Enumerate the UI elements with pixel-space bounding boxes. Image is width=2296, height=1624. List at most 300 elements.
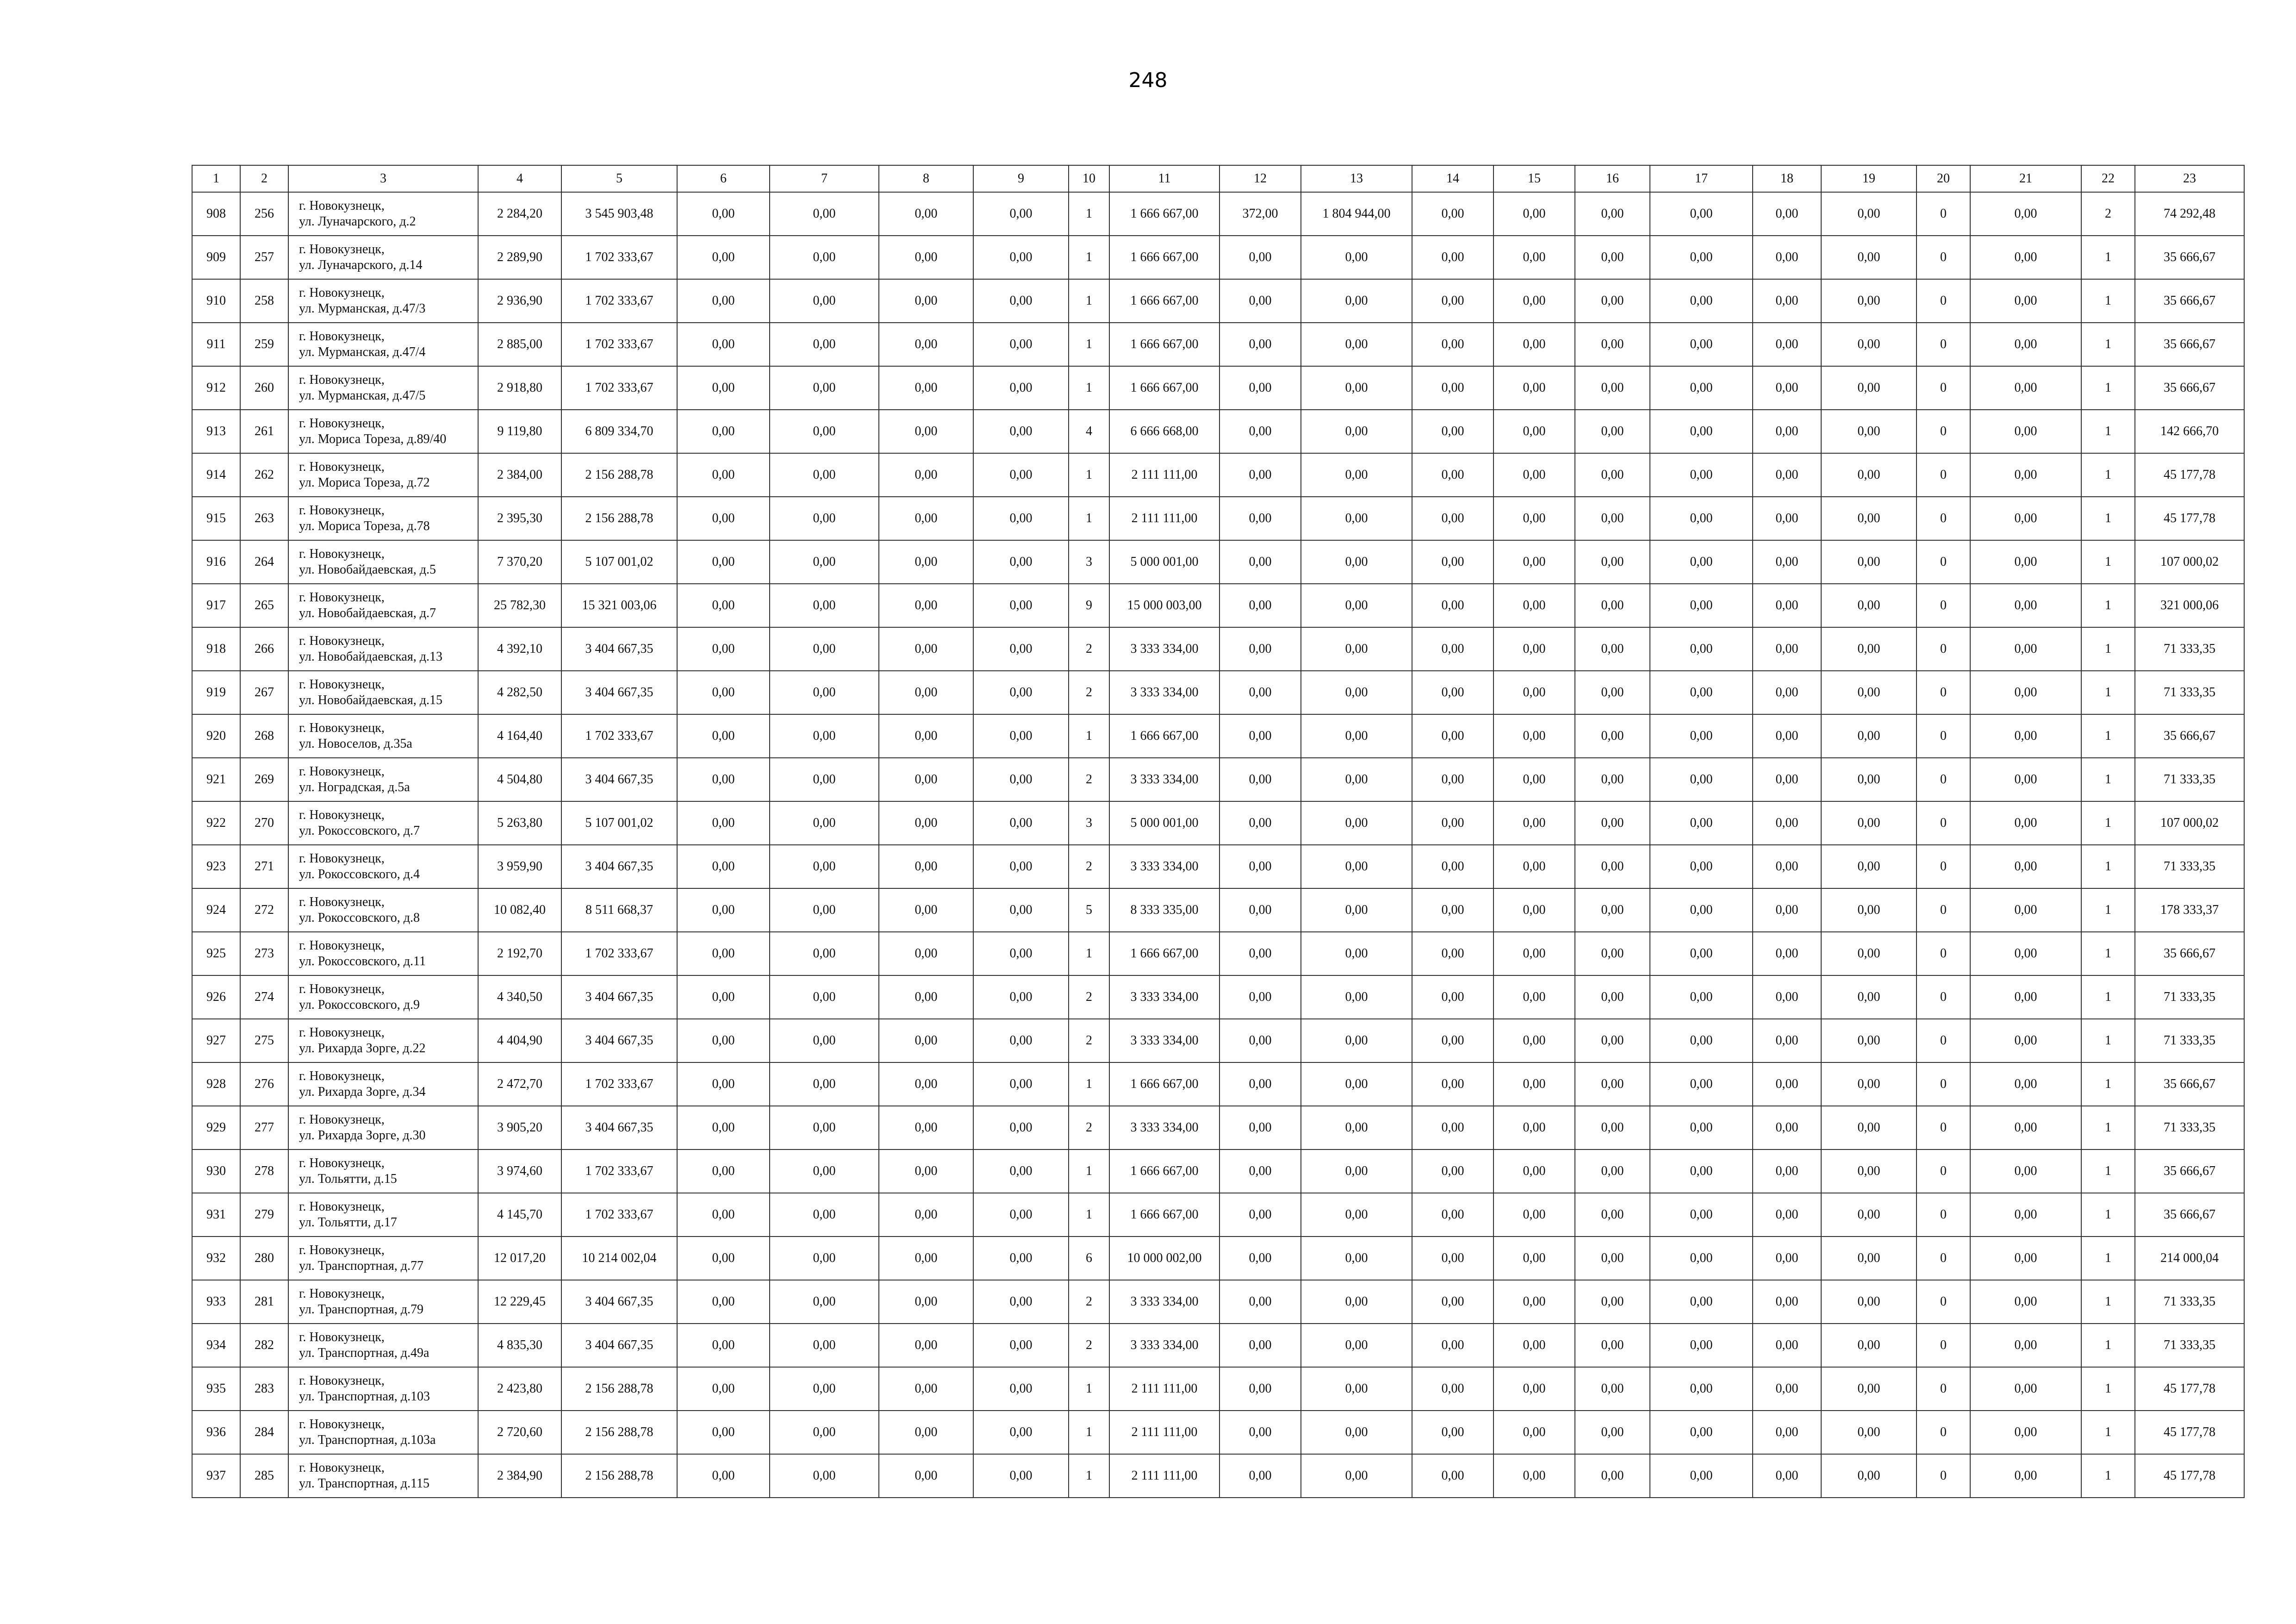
address-city: г. Новокузнецк, <box>299 1287 385 1301</box>
table-cell-c1: 937 <box>192 1454 240 1498</box>
address-street: ул. Мориса Тореза, д.78 <box>299 519 430 533</box>
table-cell-c16: 0,00 <box>1575 453 1650 497</box>
table-cell-c22: 1 <box>2081 1149 2135 1193</box>
address-city: г. Новокузнецк, <box>299 1330 385 1344</box>
address-street: ул. Новобайдаевская, д.5 <box>299 562 436 577</box>
address-cell <box>288 1280 478 1324</box>
address-city: г. Новокузнецк, <box>299 1156 385 1170</box>
table-cell-c1: 936 <box>192 1411 240 1454</box>
table-cell-c23: 35 666,67 <box>2135 366 2244 410</box>
table-cell-c12: 0,00 <box>1220 1367 1301 1411</box>
table-cell-c18: 0,00 <box>1753 1193 1821 1237</box>
table-cell-c23: 71 333,35 <box>2135 758 2244 801</box>
table-cell-c5: 1 702 333,67 <box>561 323 677 366</box>
table-cell-c21: 0,00 <box>1970 671 2081 714</box>
table-cell-c21: 0,00 <box>1970 932 2081 975</box>
table-row <box>192 540 2244 584</box>
table-cell-c22: 1 <box>2081 888 2135 932</box>
table-cell-c14: 0,00 <box>1412 671 1493 714</box>
address-city: г. Новокузнецк, <box>299 590 385 605</box>
table-cell-c12: 0,00 <box>1220 1324 1301 1367</box>
table-cell-c8: 0,00 <box>879 1019 973 1062</box>
table-cell-c19: 0,00 <box>1821 888 1916 932</box>
address-cell <box>288 366 478 410</box>
table-cell-c18: 0,00 <box>1753 366 1821 410</box>
table-cell-c15: 0,00 <box>1493 1149 1575 1193</box>
table-cell-c18: 0,00 <box>1753 1324 1821 1367</box>
table-cell-c23: 214 000,04 <box>2135 1237 2244 1280</box>
address-city: г. Новокузнецк, <box>299 286 385 300</box>
table-cell-c12: 0,00 <box>1220 366 1301 410</box>
table-cell-c5: 3 545 903,48 <box>561 192 677 236</box>
table-cell-c17: 0,00 <box>1650 497 1753 540</box>
table-cell-c21: 0,00 <box>1970 192 2081 236</box>
table-cell-c20: 0 <box>1916 279 1970 323</box>
table-cell-c6: 0,00 <box>677 1193 770 1237</box>
table-cell-c15: 0,00 <box>1493 845 1575 888</box>
table-cell-c23: 71 333,35 <box>2135 1280 2244 1324</box>
table-cell-c6: 0,00 <box>677 1454 770 1498</box>
table-cell-c8: 0,00 <box>879 1106 973 1149</box>
table-cell-c2: 267 <box>240 671 288 714</box>
table-cell-c20: 0 <box>1916 627 1970 671</box>
table-row <box>192 410 2244 453</box>
table-cell-c2: 259 <box>240 323 288 366</box>
table-cell-c23: 35 666,67 <box>2135 323 2244 366</box>
table-cell-c6: 0,00 <box>677 540 770 584</box>
table-cell-c10: 1 <box>1069 236 1109 279</box>
column-header: 18 <box>1753 165 1821 192</box>
address-cell <box>288 192 478 236</box>
table-cell-c14: 0,00 <box>1412 236 1493 279</box>
column-header: 21 <box>1970 165 2081 192</box>
address-city: г. Новокузнецк, <box>299 460 385 474</box>
table-cell-c4: 2 918,80 <box>478 366 561 410</box>
column-header: 14 <box>1412 165 1493 192</box>
table-cell-c13: 0,00 <box>1301 671 1412 714</box>
column-header: 9 <box>973 165 1069 192</box>
table-cell-c4: 3 905,20 <box>478 1106 561 1149</box>
table-cell-c18: 0,00 <box>1753 975 1821 1019</box>
table-cell-c22: 1 <box>2081 323 2135 366</box>
table-cell-c15: 0,00 <box>1493 888 1575 932</box>
address-street: ул. Новобайдаевская, д.7 <box>299 606 436 620</box>
address-street: ул. Мориса Тореза, д.89/40 <box>299 432 447 446</box>
address-street: ул. Мурманская, д.47/5 <box>299 388 426 403</box>
table-cell-c10: 3 <box>1069 540 1109 584</box>
table-cell-c13: 0,00 <box>1301 845 1412 888</box>
table-cell-c19: 0,00 <box>1821 236 1916 279</box>
table-cell-c22: 1 <box>2081 1324 2135 1367</box>
table-cell-c6: 0,00 <box>677 1062 770 1106</box>
table-cell-c23: 71 333,35 <box>2135 671 2244 714</box>
table-cell-c5: 3 404 667,35 <box>561 627 677 671</box>
table-cell-c6: 0,00 <box>677 366 770 410</box>
column-header: 6 <box>677 165 770 192</box>
table-cell-c13: 0,00 <box>1301 758 1412 801</box>
table-cell-c11: 8 333 335,00 <box>1109 888 1220 932</box>
table-cell-c9: 0,00 <box>973 236 1069 279</box>
table-cell-c1: 918 <box>192 627 240 671</box>
table-cell-c2: 256 <box>240 192 288 236</box>
address-city: г. Новокузнецк, <box>299 634 385 648</box>
table-row <box>192 584 2244 627</box>
column-header: 10 <box>1069 165 1109 192</box>
address-city: г. Новокузнецк, <box>299 199 385 213</box>
table-cell-c11: 2 111 111,00 <box>1109 1367 1220 1411</box>
table-cell-c11: 3 333 334,00 <box>1109 975 1220 1019</box>
table-cell-c6: 0,00 <box>677 932 770 975</box>
table-cell-c10: 1 <box>1069 714 1109 758</box>
table-cell-c5: 1 702 333,67 <box>561 236 677 279</box>
table-cell-c5: 3 404 667,35 <box>561 1280 677 1324</box>
table-cell-c18: 0,00 <box>1753 1367 1821 1411</box>
page-number: 248 <box>1128 69 1168 92</box>
table-cell-c19: 0,00 <box>1821 1237 1916 1280</box>
table-cell-c13: 0,00 <box>1301 540 1412 584</box>
table-cell-c22: 1 <box>2081 279 2135 323</box>
table-cell-c9: 0,00 <box>973 932 1069 975</box>
table-cell-c11: 2 111 111,00 <box>1109 497 1220 540</box>
table-cell-c2: 262 <box>240 453 288 497</box>
table-cell-c20: 0 <box>1916 540 1970 584</box>
table-cell-c7: 0,00 <box>770 453 879 497</box>
table-cell-c10: 1 <box>1069 453 1109 497</box>
table-cell-c21: 0,00 <box>1970 714 2081 758</box>
table-cell-c12: 0,00 <box>1220 1019 1301 1062</box>
address-city: г. Новокузнецк, <box>299 1112 385 1127</box>
table-cell-c11: 1 666 667,00 <box>1109 714 1220 758</box>
table-cell-c9: 0,00 <box>973 453 1069 497</box>
table-cell-c1: 911 <box>192 323 240 366</box>
address-city: г. Новокузнецк, <box>299 1025 385 1040</box>
table-cell-c11: 3 333 334,00 <box>1109 1106 1220 1149</box>
table-cell-c1: 913 <box>192 410 240 453</box>
table-cell-c19: 0,00 <box>1821 279 1916 323</box>
table-cell-c17: 0,00 <box>1650 192 1753 236</box>
table-cell-c16: 0,00 <box>1575 323 1650 366</box>
address-city: г. Новокузнецк, <box>299 373 385 387</box>
table-row <box>192 1019 2244 1062</box>
table-cell-c12: 0,00 <box>1220 714 1301 758</box>
table-cell-c15: 0,00 <box>1493 453 1575 497</box>
table-cell-c15: 0,00 <box>1493 366 1575 410</box>
table-cell-c12: 0,00 <box>1220 236 1301 279</box>
table-cell-c6: 0,00 <box>677 1411 770 1454</box>
table-cell-c21: 0,00 <box>1970 975 2081 1019</box>
table-cell-c15: 0,00 <box>1493 1324 1575 1367</box>
table-cell-c2: 258 <box>240 279 288 323</box>
table-cell-c15: 0,00 <box>1493 627 1575 671</box>
table-cell-c11: 5 000 001,00 <box>1109 540 1220 584</box>
table-cell-c19: 0,00 <box>1821 497 1916 540</box>
table-cell-c23: 71 333,35 <box>2135 1324 2244 1367</box>
table-cell-c8: 0,00 <box>879 1454 973 1498</box>
table-cell-c7: 0,00 <box>770 192 879 236</box>
table-row <box>192 1367 2244 1411</box>
table-cell-c21: 0,00 <box>1970 1280 2081 1324</box>
table-cell-c17: 0,00 <box>1650 714 1753 758</box>
table-cell-c10: 1 <box>1069 1367 1109 1411</box>
table-cell-c8: 0,00 <box>879 410 973 453</box>
table-cell-c7: 0,00 <box>770 1367 879 1411</box>
table-cell-c19: 0,00 <box>1821 627 1916 671</box>
table-cell-c18: 0,00 <box>1753 932 1821 975</box>
table-cell-c2: 264 <box>240 540 288 584</box>
table-cell-c18: 0,00 <box>1753 453 1821 497</box>
table-cell-c12: 0,00 <box>1220 758 1301 801</box>
table-cell-c11: 1 666 667,00 <box>1109 932 1220 975</box>
table-cell-c18: 0,00 <box>1753 1411 1821 1454</box>
address-cell <box>288 1149 478 1193</box>
table-row <box>192 1324 2244 1367</box>
table-cell-c17: 0,00 <box>1650 1324 1753 1367</box>
table-cell-c6: 0,00 <box>677 801 770 845</box>
table-cell-c9: 0,00 <box>973 1324 1069 1367</box>
address-cell <box>288 1411 478 1454</box>
address-street: ул. Новобайдаевская, д.13 <box>299 650 442 664</box>
table-row <box>192 1193 2244 1237</box>
table-row <box>192 714 2244 758</box>
table-cell-c23: 71 333,35 <box>2135 1106 2244 1149</box>
table-cell-c7: 0,00 <box>770 1237 879 1280</box>
table-cell-c19: 0,00 <box>1821 323 1916 366</box>
table-cell-c15: 0,00 <box>1493 975 1575 1019</box>
table-row <box>192 671 2244 714</box>
table-cell-c23: 74 292,48 <box>2135 192 2244 236</box>
table-cell-c15: 0,00 <box>1493 192 1575 236</box>
address-cell <box>288 584 478 627</box>
table-cell-c6: 0,00 <box>677 845 770 888</box>
address-street: ул. Рокоссовского, д.11 <box>299 954 426 968</box>
table-cell-c23: 178 333,37 <box>2135 888 2244 932</box>
table-cell-c11: 3 333 334,00 <box>1109 627 1220 671</box>
table-cell-c6: 0,00 <box>677 453 770 497</box>
table-cell-c16: 0,00 <box>1575 1324 1650 1367</box>
table-cell-c19: 0,00 <box>1821 410 1916 453</box>
table-cell-c16: 0,00 <box>1575 758 1650 801</box>
table-cell-c23: 45 177,78 <box>2135 1411 2244 1454</box>
table-cell-c21: 0,00 <box>1970 366 2081 410</box>
table-cell-c7: 0,00 <box>770 758 879 801</box>
table-cell-c19: 0,00 <box>1821 1324 1916 1367</box>
table-cell-c2: 272 <box>240 888 288 932</box>
table-cell-c17: 0,00 <box>1650 1411 1753 1454</box>
table-cell-c7: 0,00 <box>770 627 879 671</box>
table-cell-c22: 1 <box>2081 1019 2135 1062</box>
table-cell-c8: 0,00 <box>879 627 973 671</box>
table-cell-c21: 0,00 <box>1970 323 2081 366</box>
table-cell-c4: 2 384,90 <box>478 1454 561 1498</box>
table-cell-c19: 0,00 <box>1821 1454 1916 1498</box>
table-cell-c16: 0,00 <box>1575 1367 1650 1411</box>
table-cell-c15: 0,00 <box>1493 671 1575 714</box>
table-cell-c15: 0,00 <box>1493 1062 1575 1106</box>
table-cell-c2: 278 <box>240 1149 288 1193</box>
table-cell-c13: 0,00 <box>1301 975 1412 1019</box>
table-cell-c19: 0,00 <box>1821 366 1916 410</box>
table-cell-c16: 0,00 <box>1575 932 1650 975</box>
table-cell-c20: 0 <box>1916 1367 1970 1411</box>
table-row <box>192 453 2244 497</box>
table-cell-c13: 0,00 <box>1301 323 1412 366</box>
table-cell-c23: 35 666,67 <box>2135 1193 2244 1237</box>
table-cell-c15: 0,00 <box>1493 236 1575 279</box>
table-cell-c7: 0,00 <box>770 1280 879 1324</box>
address-cell <box>288 714 478 758</box>
table-cell-c8: 0,00 <box>879 540 973 584</box>
table-cell-c2: 271 <box>240 845 288 888</box>
address-city: г. Новокузнецк, <box>299 416 385 431</box>
table-cell-c1: 935 <box>192 1367 240 1411</box>
table-cell-c21: 0,00 <box>1970 584 2081 627</box>
address-street: ул. Транспортная, д.115 <box>299 1476 429 1491</box>
address-street: ул. Мурманская, д.47/4 <box>299 345 426 359</box>
table-row <box>192 279 2244 323</box>
table-cell-c10: 5 <box>1069 888 1109 932</box>
table-cell-c1: 920 <box>192 714 240 758</box>
table-cell-c12: 0,00 <box>1220 323 1301 366</box>
table-cell-c8: 0,00 <box>879 1237 973 1280</box>
table-cell-c14: 0,00 <box>1412 366 1493 410</box>
table-cell-c16: 0,00 <box>1575 410 1650 453</box>
table-cell-c5: 1 702 333,67 <box>561 932 677 975</box>
table-cell-c1: 929 <box>192 1106 240 1149</box>
table-cell-c9: 0,00 <box>973 1106 1069 1149</box>
table-cell-c10: 4 <box>1069 410 1109 453</box>
table-cell-c23: 71 333,35 <box>2135 1019 2244 1062</box>
table-cell-c22: 1 <box>2081 1454 2135 1498</box>
table-cell-c16: 0,00 <box>1575 1149 1650 1193</box>
table-cell-c22: 1 <box>2081 1193 2135 1237</box>
table-cell-c17: 0,00 <box>1650 323 1753 366</box>
table-cell-c6: 0,00 <box>677 410 770 453</box>
table-cell-c17: 0,00 <box>1650 1019 1753 1062</box>
table-cell-c6: 0,00 <box>677 1280 770 1324</box>
table-cell-c14: 0,00 <box>1412 627 1493 671</box>
table-cell-c13: 0,00 <box>1301 497 1412 540</box>
table-cell-c20: 0 <box>1916 1062 1970 1106</box>
table-cell-c20: 0 <box>1916 932 1970 975</box>
table-cell-c16: 0,00 <box>1575 845 1650 888</box>
table-cell-c20: 0 <box>1916 366 1970 410</box>
table-cell-c5: 10 214 002,04 <box>561 1237 677 1280</box>
table-cell-c1: 914 <box>192 453 240 497</box>
table-cell-c17: 0,00 <box>1650 279 1753 323</box>
table-row <box>192 845 2244 888</box>
table-cell-c13: 0,00 <box>1301 932 1412 975</box>
table-cell-c7: 0,00 <box>770 1193 879 1237</box>
table-cell-c10: 2 <box>1069 627 1109 671</box>
table-cell-c18: 0,00 <box>1753 1280 1821 1324</box>
table-cell-c6: 0,00 <box>677 497 770 540</box>
table-cell-c4: 3 959,90 <box>478 845 561 888</box>
table-cell-c15: 0,00 <box>1493 1019 1575 1062</box>
table-cell-c22: 1 <box>2081 1367 2135 1411</box>
table-cell-c1: 931 <box>192 1193 240 1237</box>
table-cell-c2: 285 <box>240 1454 288 1498</box>
column-header: 4 <box>478 165 561 192</box>
table-cell-c16: 0,00 <box>1575 192 1650 236</box>
table-cell-c15: 0,00 <box>1493 1280 1575 1324</box>
address-city: г. Новокузнецк, <box>299 938 385 953</box>
column-header: 2 <box>240 165 288 192</box>
table-cell-c22: 1 <box>2081 627 2135 671</box>
table-cell-c18: 0,00 <box>1753 497 1821 540</box>
address-cell <box>288 1062 478 1106</box>
table-cell-c8: 0,00 <box>879 1411 973 1454</box>
table-cell-c6: 0,00 <box>677 1149 770 1193</box>
table-cell-c13: 0,00 <box>1301 1324 1412 1367</box>
table-cell-c19: 0,00 <box>1821 1019 1916 1062</box>
table-cell-c17: 0,00 <box>1650 888 1753 932</box>
table-cell-c23: 35 666,67 <box>2135 236 2244 279</box>
table-cell-c8: 0,00 <box>879 236 973 279</box>
table-cell-c18: 0,00 <box>1753 801 1821 845</box>
table-cell-c9: 0,00 <box>973 410 1069 453</box>
table-cell-c8: 0,00 <box>879 1280 973 1324</box>
table-cell-c14: 0,00 <box>1412 801 1493 845</box>
data-table <box>192 165 2245 1498</box>
table-cell-c18: 0,00 <box>1753 1062 1821 1106</box>
address-cell <box>288 932 478 975</box>
table-cell-c20: 0 <box>1916 671 1970 714</box>
table-cell-c11: 3 333 334,00 <box>1109 671 1220 714</box>
table-cell-c11: 1 666 667,00 <box>1109 1193 1220 1237</box>
table-row <box>192 1280 2244 1324</box>
address-street: ул. Ноградская, д.5а <box>299 780 410 794</box>
table-cell-c22: 1 <box>2081 801 2135 845</box>
table-cell-c14: 0,00 <box>1412 1237 1493 1280</box>
table-cell-c21: 0,00 <box>1970 888 2081 932</box>
table-cell-c7: 0,00 <box>770 1324 879 1367</box>
address-cell <box>288 236 478 279</box>
table-cell-c12: 0,00 <box>1220 1106 1301 1149</box>
table-cell-c15: 0,00 <box>1493 714 1575 758</box>
table-cell-c16: 0,00 <box>1575 888 1650 932</box>
address-cell <box>288 1367 478 1411</box>
table-cell-c10: 1 <box>1069 1454 1109 1498</box>
table-cell-c10: 1 <box>1069 1149 1109 1193</box>
table-cell-c9: 0,00 <box>973 323 1069 366</box>
table-cell-c1: 912 <box>192 366 240 410</box>
table-cell-c5: 3 404 667,35 <box>561 758 677 801</box>
table-cell-c5: 3 404 667,35 <box>561 1019 677 1062</box>
table-cell-c19: 0,00 <box>1821 758 1916 801</box>
table-cell-c22: 1 <box>2081 1411 2135 1454</box>
table-cell-c18: 0,00 <box>1753 584 1821 627</box>
table-cell-c12: 0,00 <box>1220 888 1301 932</box>
table-cell-c9: 0,00 <box>973 758 1069 801</box>
table-cell-c9: 0,00 <box>973 627 1069 671</box>
table-cell-c17: 0,00 <box>1650 1237 1753 1280</box>
table-cell-c14: 0,00 <box>1412 497 1493 540</box>
table-cell-c4: 4 340,50 <box>478 975 561 1019</box>
table-cell-c8: 0,00 <box>879 1367 973 1411</box>
table-cell-c5: 5 107 001,02 <box>561 540 677 584</box>
table-cell-c2: 282 <box>240 1324 288 1367</box>
table-body <box>192 192 2244 1498</box>
address-cell <box>288 323 478 366</box>
address-cell <box>288 671 478 714</box>
table-cell-c14: 0,00 <box>1412 975 1493 1019</box>
table-cell-c14: 0,00 <box>1412 888 1493 932</box>
table-cell-c20: 0 <box>1916 1237 1970 1280</box>
table-cell-c2: 277 <box>240 1106 288 1149</box>
table-cell-c20: 0 <box>1916 1106 1970 1149</box>
table-cell-c8: 0,00 <box>879 1062 973 1106</box>
address-street: ул. Рокоссовского, д.8 <box>299 911 420 925</box>
